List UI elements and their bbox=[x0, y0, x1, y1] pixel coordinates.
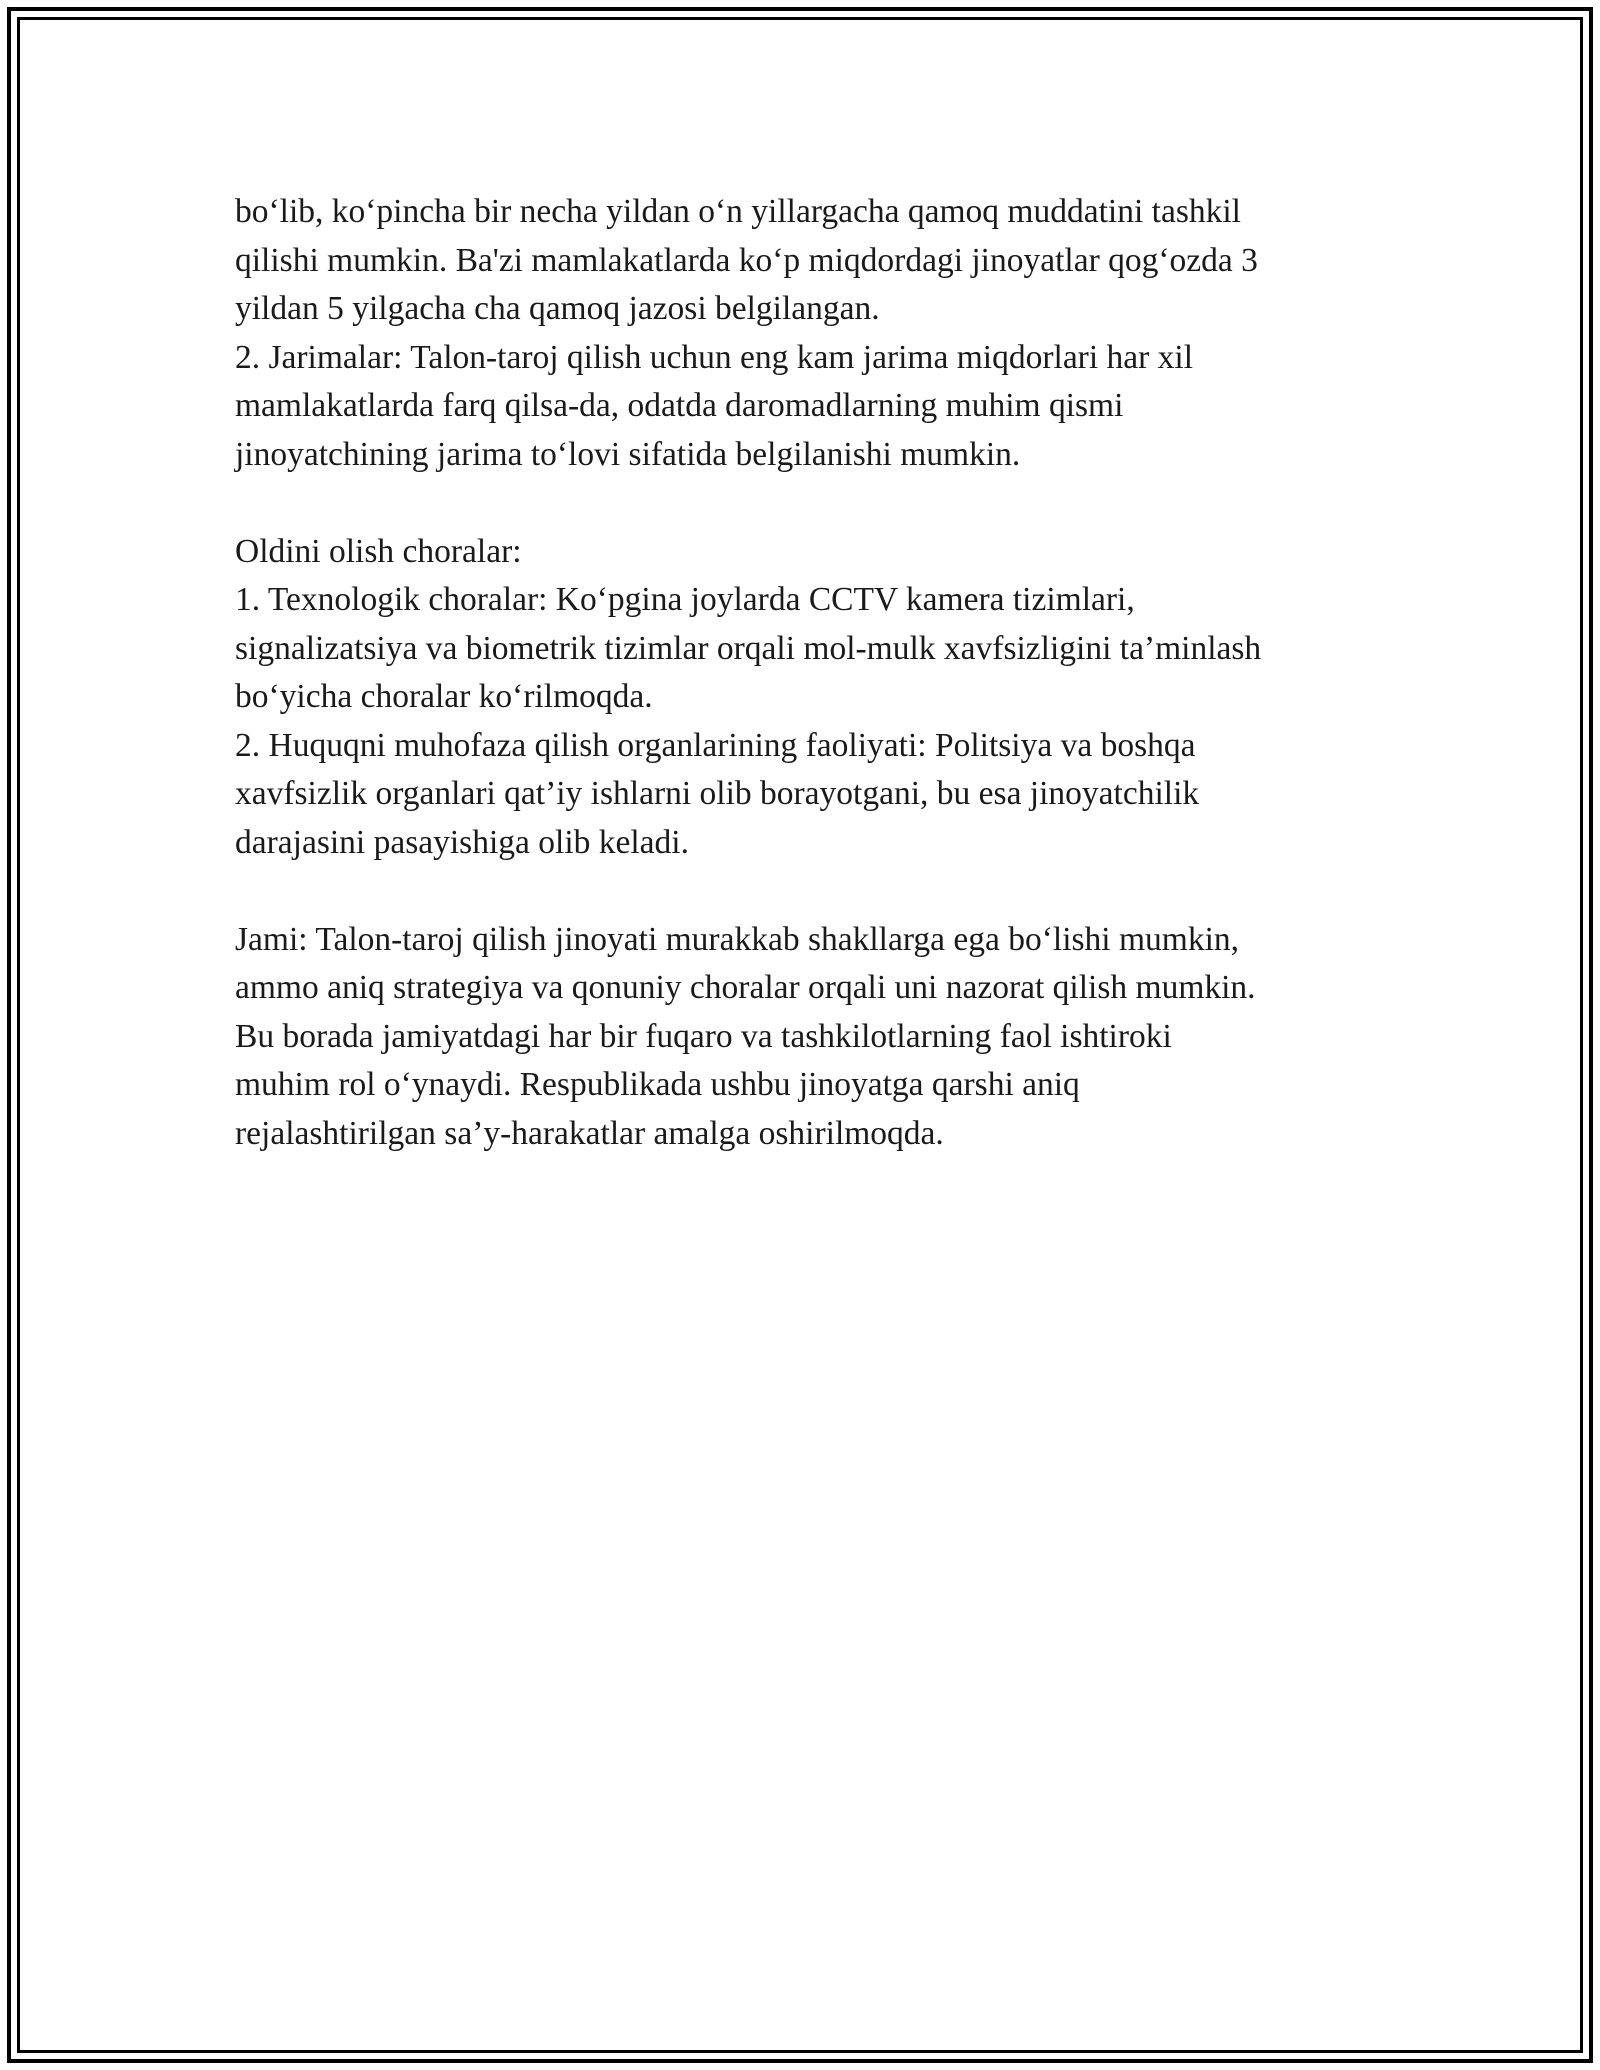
paragraph-spacer bbox=[235, 479, 1375, 528]
text-line: yildan 5 yilgacha cha qamoq jazosi belgilangan. bbox=[235, 290, 880, 327]
text-line: Bu borada jamiyatdagi har bir fuqaro va tashkilotlarning faol ishtiroki bbox=[235, 1017, 1172, 1055]
section-heading-prevention bbox=[235, 528, 1375, 577]
text-line: xavfsizlik organlari qat’iy ishlarni olib borayotgani, bu esa jinoyatchilik bbox=[235, 775, 1200, 812]
text-line: signalizatsiya va biometrik tizimlar orqali mol-mulk xavfsizligini ta’minlash bbox=[235, 629, 1262, 667]
text-line: bo‘lib, ko‘pincha bir necha yildan o‘n yillargacha qamoq muddatini tashkil bbox=[235, 193, 1241, 230]
text-line: 2. Huquqni muhofaza qilish organlarining faoliyati: Politsiya va boshqa bbox=[235, 726, 1196, 764]
text-line: rejalashtirilgan sa’y-harakatlar amalga oshirilmoqda. bbox=[235, 1114, 944, 1152]
text-line: qilishi mumkin. Ba'zi mamlakatlarda ko‘p miqdordagi jinoyatlar qog‘ozda 3 bbox=[235, 241, 1258, 279]
section-heading: Oldini olish choralar: bbox=[235, 532, 522, 570]
paragraph-technological-measures bbox=[235, 576, 1375, 722]
paragraph-law-enforcement bbox=[235, 722, 1375, 868]
text-line: 2. Jarimalar: Talon-taroj qilish uchun eng kam jarima miqdorlari har xil bbox=[235, 338, 1194, 376]
text-line: darajasini pasayishiga olib keladi. bbox=[235, 823, 689, 861]
text-line: jinoyatchining jarima to‘lovi sifatida belgilanishi mumkin. bbox=[235, 435, 1021, 473]
paragraph-spacer bbox=[235, 867, 1375, 916]
paragraph-fines bbox=[235, 334, 1375, 480]
paragraph-conclusion bbox=[235, 916, 1375, 1159]
text-line: mamlakatlarda farq qilsa-da, odatda daromadlarning muhim qismi bbox=[235, 387, 1124, 424]
paragraph-sentencing-continuation bbox=[235, 188, 1375, 334]
text-line: bo‘yicha choralar ko‘rilmoqda. bbox=[235, 678, 653, 715]
document-body bbox=[235, 188, 1375, 1158]
text-line: Jami: Talon-taroj qilish jinoyati murakkab shakllarga ega bo‘lishi mumkin, bbox=[235, 920, 1240, 958]
text-line: 1. Texnologik choralar: Ko‘pgina joylarda CCTV kamera tizimlari, bbox=[235, 581, 1135, 618]
text-line: ammo aniq strategiya va qonuniy choralar orqali uni nazorat qilish mumkin. bbox=[235, 969, 1256, 1006]
text-line: muhim rol o‘ynaydi. Respublikada ushbu jinoyatga qarshi aniq bbox=[235, 1066, 1080, 1103]
